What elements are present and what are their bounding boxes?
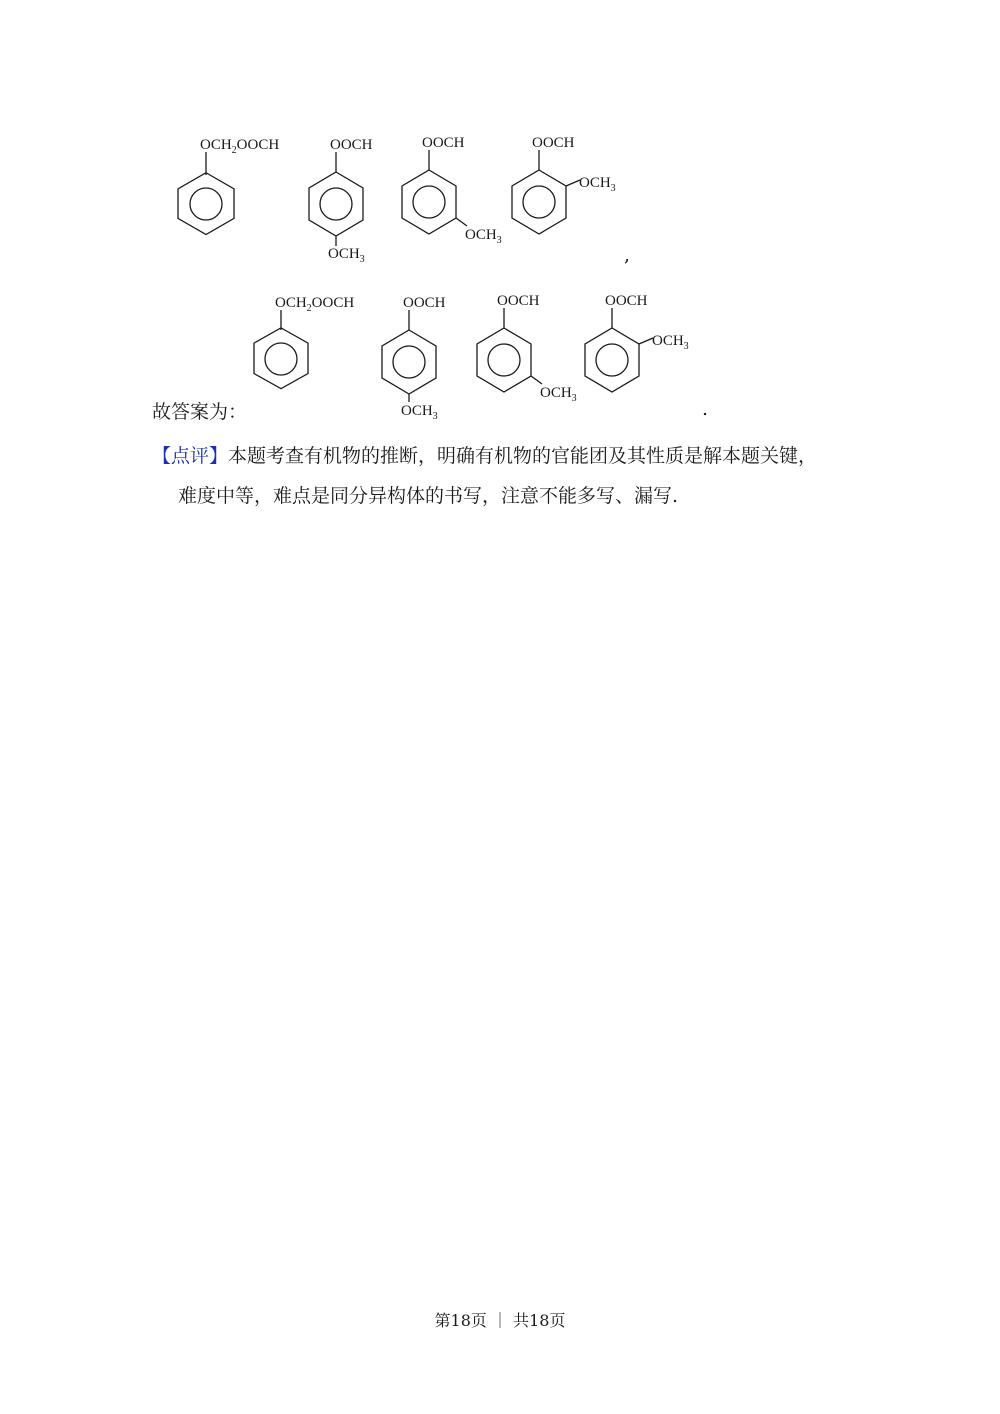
label-ooch: OOCH [532, 135, 575, 151]
comment-tag: 【点评】 [152, 445, 229, 467]
label-ooch: OOCH [605, 293, 648, 309]
label-ooch: OOCH [422, 135, 465, 151]
label-och: $OCH_2OOCH$ [275, 295, 355, 314]
structure-1-4 [505, 130, 645, 240]
comment-text-1: 本题考查有机物的推断，明确有机物的官能团及其性质是解本题关键， [228, 445, 818, 467]
row1-separator: , [624, 244, 631, 266]
comment-line-2: 难度中等，难点是同分异构体的书写，注意不能多写、漏写. [178, 485, 679, 507]
answer-end-mark: . [702, 398, 709, 420]
label-och3: $OCH_3$ [401, 403, 438, 422]
structure-1-1 [170, 130, 320, 240]
structure-2-4 [578, 288, 718, 398]
comment-line-1 [152, 444, 817, 468]
label-ooch: OOCH [330, 137, 373, 153]
label-och3: $OCH_3$ [540, 385, 577, 404]
label-och3: $OCH_3$ [652, 333, 689, 352]
page-footer: 第18页 ｜ 共18页 [434, 1311, 566, 1330]
label-ooch: OOCH [403, 295, 446, 311]
label-ooch: OOCH [497, 293, 540, 309]
label-och3: $OCH_3$ [328, 246, 365, 265]
label-och3: $OCH_3$ [465, 227, 502, 246]
label-och: $OCH_2OOCH$ [200, 137, 280, 156]
answer-prefix: 故答案为： [152, 401, 248, 423]
label-och3: $OCH_3$ [579, 175, 616, 194]
